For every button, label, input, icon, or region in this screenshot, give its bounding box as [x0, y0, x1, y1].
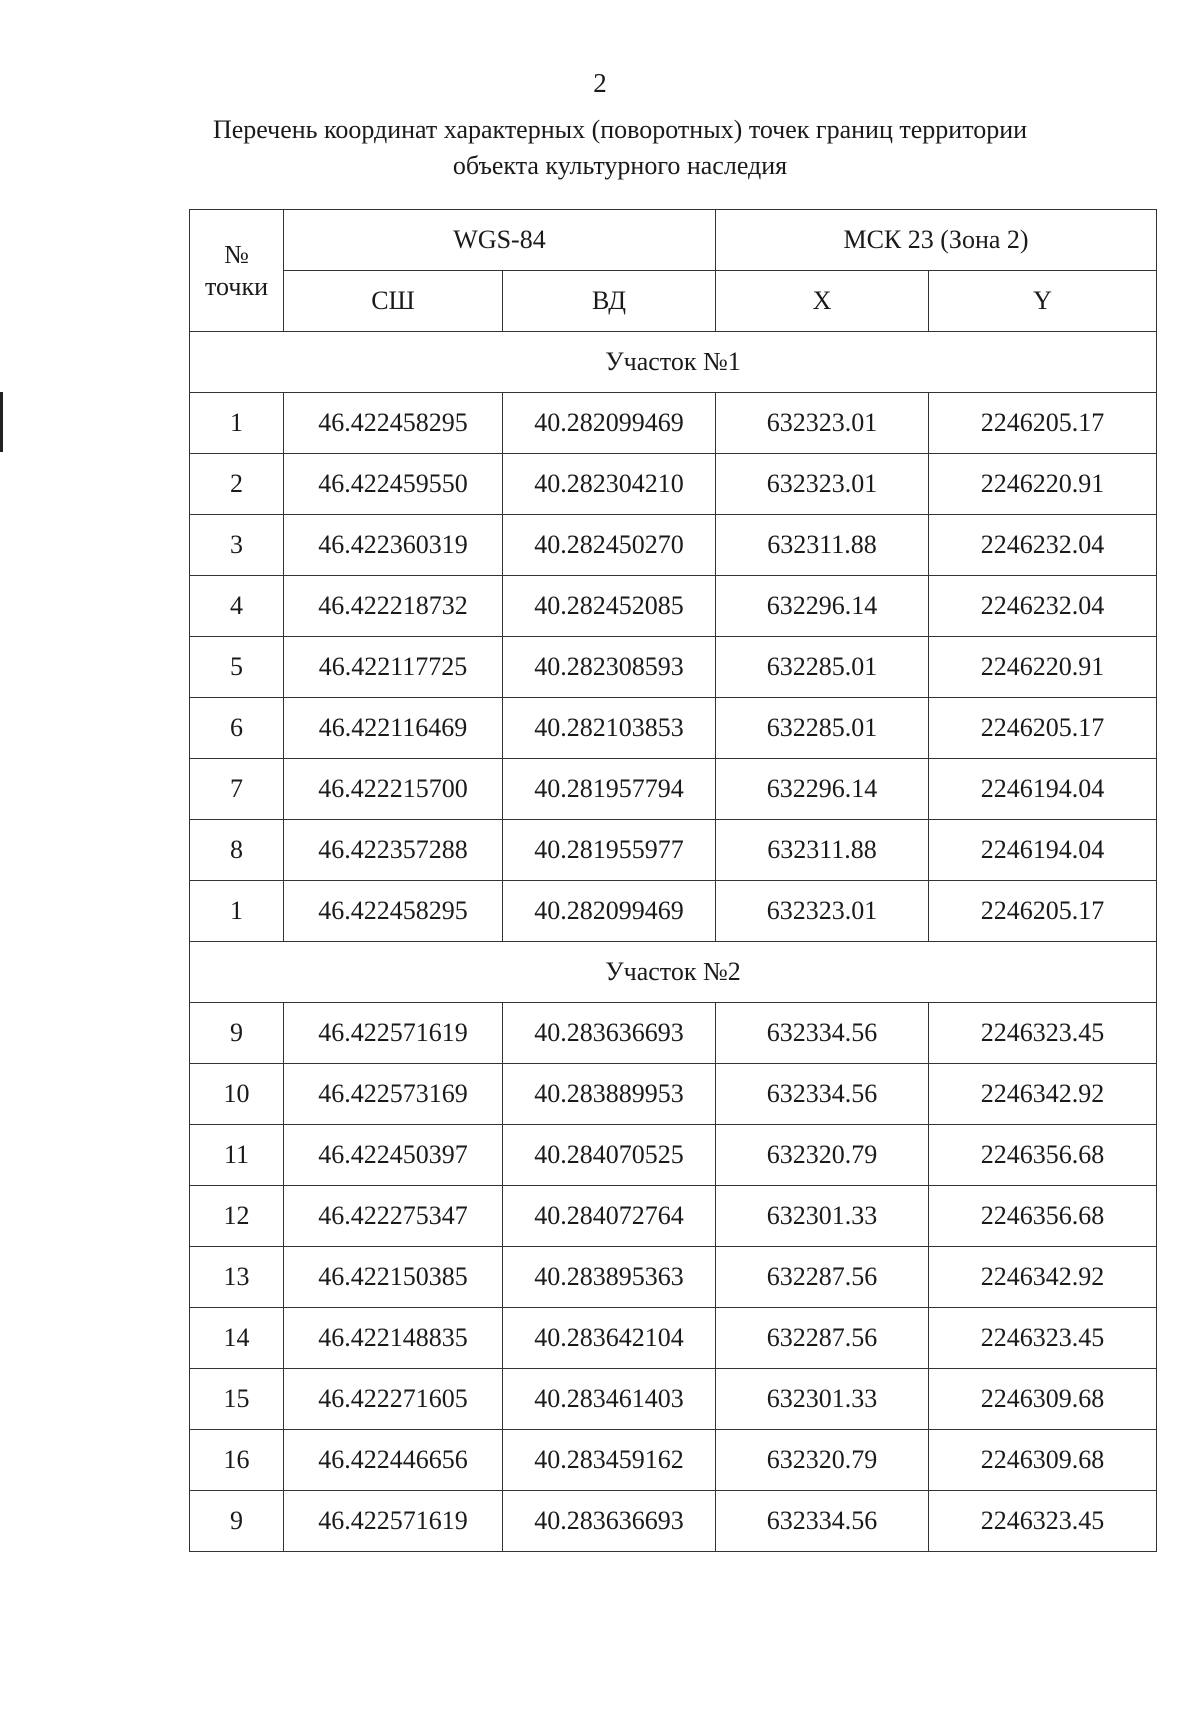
cell-longitude: 40.282304210 [503, 454, 716, 515]
cell-x: 632301.33 [716, 1186, 929, 1247]
cell-y: 2246205.17 [929, 698, 1157, 759]
cell-y: 2246309.68 [929, 1430, 1157, 1491]
cell-point-number: 15 [190, 1369, 284, 1430]
cell-y: 2246205.17 [929, 881, 1157, 942]
cell-longitude: 40.283895363 [503, 1247, 716, 1308]
cell-longitude: 40.282099469 [503, 393, 716, 454]
cell-point-number: 5 [190, 637, 284, 698]
table-row [190, 393, 1157, 454]
cell-point-number: 8 [190, 820, 284, 881]
coordinates-table [189, 209, 1157, 1552]
cell-longitude: 40.284070525 [503, 1125, 716, 1186]
table-row [190, 1186, 1157, 1247]
cell-longitude: 40.282450270 [503, 515, 716, 576]
scan-edge-mark [0, 392, 3, 452]
cell-y: 2246342.92 [929, 1064, 1157, 1125]
cell-latitude: 46.422218732 [284, 576, 503, 637]
cell-x: 632334.56 [716, 1491, 929, 1552]
cell-point-number: 12 [190, 1186, 284, 1247]
cell-y: 2246356.68 [929, 1125, 1157, 1186]
table-row [190, 1308, 1157, 1369]
cell-point-number: 11 [190, 1125, 284, 1186]
table-row [190, 1003, 1157, 1064]
cell-x: 632311.88 [716, 820, 929, 881]
cell-latitude: 46.422459550 [284, 454, 503, 515]
cell-point-number: 9 [190, 1003, 284, 1064]
table-row [190, 1491, 1157, 1552]
cell-x: 632334.56 [716, 1003, 929, 1064]
cell-point-number: 7 [190, 759, 284, 820]
header-num-sign: № [224, 239, 249, 269]
title-line-1: Перечень координат характерных (поворотных) точек границ территории [212, 115, 1028, 144]
section-title: Участок №2 [190, 942, 1157, 1003]
cell-latitude: 46.422571619 [284, 1491, 503, 1552]
cell-y: 2246323.45 [929, 1003, 1157, 1064]
document-title [150, 112, 1090, 184]
cell-y: 2246220.91 [929, 454, 1157, 515]
cell-point-number: 1 [190, 393, 284, 454]
cell-longitude: 40.284072764 [503, 1186, 716, 1247]
cell-point-number: 3 [190, 515, 284, 576]
cell-y: 2246194.04 [929, 759, 1157, 820]
table-row [190, 1125, 1157, 1186]
cell-longitude: 40.282103853 [503, 698, 716, 759]
cell-longitude: 40.282099469 [503, 881, 716, 942]
cell-latitude: 46.422148835 [284, 1308, 503, 1369]
cell-y: 2246194.04 [929, 820, 1157, 881]
cell-point-number: 16 [190, 1430, 284, 1491]
cell-point-number: 10 [190, 1064, 284, 1125]
cell-point-number: 13 [190, 1247, 284, 1308]
table-row [190, 1064, 1157, 1125]
header-point-number [190, 210, 284, 332]
table-row [190, 576, 1157, 637]
cell-y: 2246323.45 [929, 1491, 1157, 1552]
cell-latitude: 46.422271605 [284, 1369, 503, 1430]
cell-longitude: 40.283642104 [503, 1308, 716, 1369]
cell-y: 2246309.68 [929, 1369, 1157, 1430]
cell-x: 632323.01 [716, 454, 929, 515]
cell-point-number: 4 [190, 576, 284, 637]
page-number: 2 [593, 68, 607, 98]
section-row [190, 332, 1157, 393]
cell-x: 632323.01 [716, 881, 929, 942]
cell-longitude: 40.283459162 [503, 1430, 716, 1491]
cell-latitude: 46.422215700 [284, 759, 503, 820]
cell-x: 632296.14 [716, 576, 929, 637]
cell-x: 632311.88 [716, 515, 929, 576]
header-wgs84: WGS-84 [284, 210, 716, 271]
table-row [190, 454, 1157, 515]
cell-x: 632285.01 [716, 698, 929, 759]
title-line-2: объекта культурного наследия [452, 151, 788, 180]
header-msk23: МСК 23 (Зона 2) [716, 210, 1157, 271]
cell-latitude: 46.422458295 [284, 881, 503, 942]
cell-point-number: 9 [190, 1491, 284, 1552]
cell-point-number: 1 [190, 881, 284, 942]
cell-longitude: 40.283636693 [503, 1491, 716, 1552]
header-row-groups [190, 210, 1157, 271]
cell-x: 632287.56 [716, 1308, 929, 1369]
cell-x: 632285.01 [716, 637, 929, 698]
cell-point-number: 6 [190, 698, 284, 759]
cell-x: 632320.79 [716, 1125, 929, 1186]
cell-latitude: 46.422117725 [284, 637, 503, 698]
cell-longitude: 40.281957794 [503, 759, 716, 820]
table-row [190, 820, 1157, 881]
header-num-word: точки [205, 271, 268, 301]
cell-y: 2246232.04 [929, 515, 1157, 576]
cell-latitude: 46.422116469 [284, 698, 503, 759]
cell-point-number: 14 [190, 1308, 284, 1369]
header-latitude: СШ [284, 271, 503, 332]
table-row [190, 759, 1157, 820]
cell-longitude: 40.283636693 [503, 1003, 716, 1064]
cell-x: 632334.56 [716, 1064, 929, 1125]
cell-latitude: 46.422571619 [284, 1003, 503, 1064]
table-row [190, 881, 1157, 942]
cell-longitude: 40.283889953 [503, 1064, 716, 1125]
cell-y: 2246342.92 [929, 1247, 1157, 1308]
cell-x: 632320.79 [716, 1430, 929, 1491]
header-longitude: ВД [503, 271, 716, 332]
cell-latitude: 46.422150385 [284, 1247, 503, 1308]
cell-x: 632287.56 [716, 1247, 929, 1308]
cell-latitude: 46.422446656 [284, 1430, 503, 1491]
table-row [190, 1369, 1157, 1430]
cell-longitude: 40.281955977 [503, 820, 716, 881]
cell-latitude: 46.422573169 [284, 1064, 503, 1125]
cell-latitude: 46.422458295 [284, 393, 503, 454]
table-row [190, 698, 1157, 759]
cell-latitude: 46.422275347 [284, 1186, 503, 1247]
cell-point-number: 2 [190, 454, 284, 515]
cell-y: 2246205.17 [929, 393, 1157, 454]
table-row [190, 1247, 1157, 1308]
table-body [190, 332, 1157, 1552]
header-row-columns [190, 271, 1157, 332]
header-y: Y [929, 271, 1157, 332]
cell-latitude: 46.422357288 [284, 820, 503, 881]
table-row [190, 637, 1157, 698]
section-row [190, 942, 1157, 1003]
table-row [190, 515, 1157, 576]
cell-latitude: 46.422360319 [284, 515, 503, 576]
cell-y: 2246232.04 [929, 576, 1157, 637]
cell-longitude: 40.282308593 [503, 637, 716, 698]
section-title: Участок №1 [190, 332, 1157, 393]
cell-longitude: 40.282452085 [503, 576, 716, 637]
cell-y: 2246323.45 [929, 1308, 1157, 1369]
cell-longitude: 40.283461403 [503, 1369, 716, 1430]
cell-x: 632323.01 [716, 393, 929, 454]
table-row [190, 1430, 1157, 1491]
cell-x: 632301.33 [716, 1369, 929, 1430]
cell-latitude: 46.422450397 [284, 1125, 503, 1186]
cell-y: 2246356.68 [929, 1186, 1157, 1247]
cell-x: 632296.14 [716, 759, 929, 820]
header-x: X [716, 271, 929, 332]
cell-y: 2246220.91 [929, 637, 1157, 698]
